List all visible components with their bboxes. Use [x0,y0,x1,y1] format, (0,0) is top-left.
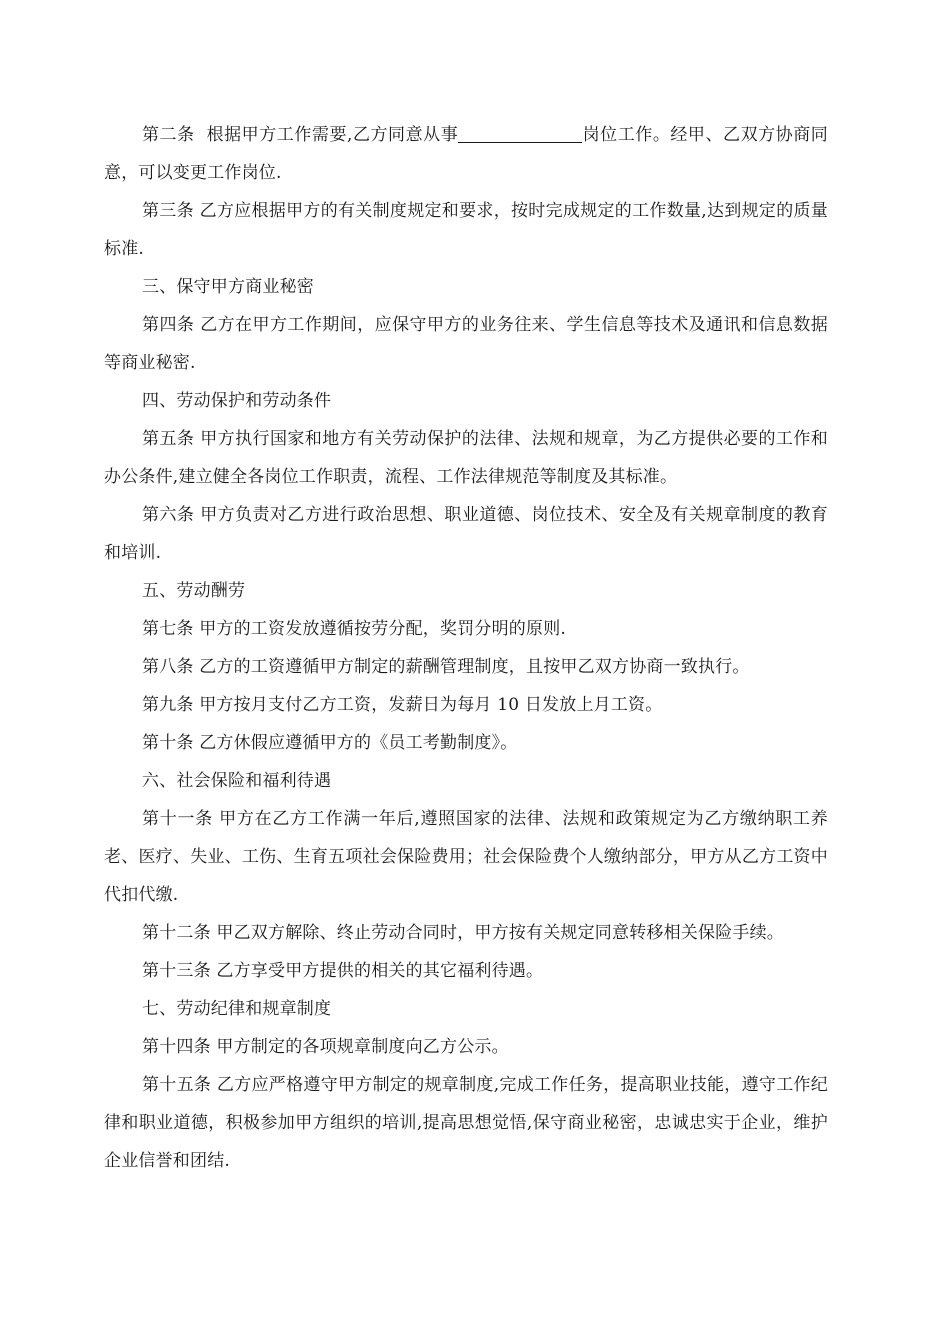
article-5: 第五条 甲方执行国家和地方有关劳动保护的法律、法规和规章，为乙方提供必要的工作和办公条件,建立健全各岗位工作职责，流程、工作法律规范等制度及其标准。 [104,429,828,487]
document-body [104,116,828,1180]
section-heading-4: 四、劳动保护和劳动条件 [142,391,332,411]
article-8: 第八条 乙方的工资遵循甲方制定的薪酬管理制度，且按甲乙双方协商一致执行。 [142,657,750,677]
article-14: 第十四条 甲方制定的各项规章制度向乙方公示。 [142,1037,509,1057]
section-heading-3: 三、保守甲方商业秘密 [142,277,314,297]
article-2-text-after: 岗位工作。经甲、乙双方协商同意，可以变更工作岗位. [104,125,828,183]
position-blank-line [458,122,582,143]
article-6: 第六条 甲方负责对乙方进行政治思想、职业道德、岗位技术、安全及有关规章制度的教育和培训. [104,505,828,563]
section-heading-6: 六、社会保险和福利待遇 [142,771,332,791]
article-13: 第十三条 乙方享受甲方提供的相关的其它福利待遇。 [142,961,544,981]
article-12: 第十二条 甲乙双方解除、终止劳动合同时，甲方按有关规定同意转移相关保险手续。 [142,923,785,943]
article-4: 第四条 乙方在甲方工作期间，应保守甲方的业务往来、学生信息等技术及通讯和信息数据等商业秘密. [104,315,828,373]
article-3: 第三条 乙方应根据甲方的有关制度规定和要求，按时完成规定的工作数量,达到规定的质量标准. [104,201,828,259]
article-7: 第七条 甲方的工资发放遵循按劳分配，奖罚分明的原则. [142,619,567,639]
article-10: 第十条 乙方休假应遵循甲方的《员工考勤制度》。 [142,733,518,753]
article-2 [104,116,828,192]
article-11: 第十一条 甲方在乙方工作满一年后,遵照国家的法律、法规和政策规定为乙方缴纳职工养老、医疗、失业、工伤、生育五项社会保险费用；社会保险费个人缴纳部分，甲方从乙方工资中代扣代缴. [104,809,828,905]
section-heading-7: 七、劳动纪律和规章制度 [142,999,332,1019]
article-9: 第九条 甲方按月支付乙方工资，发薪日为每月 10 日发放上月工资。 [142,695,663,715]
article-2-label: 第二条 [142,125,195,145]
section-heading-5: 五、劳动酬劳 [142,581,246,601]
article-2-text-before: 根据甲方工作需要,乙方同意从事 [206,125,459,145]
article-15: 第十五条 乙方应严格遵守甲方制定的规章制度,完成工作任务，提高职业技能，遵守工作纪律和职业道德，积极参加甲方组织的培训,提高思想觉悟,保守商业秘密，忠诚忠实于企业，维护企业信誉和团结. [104,1075,828,1171]
